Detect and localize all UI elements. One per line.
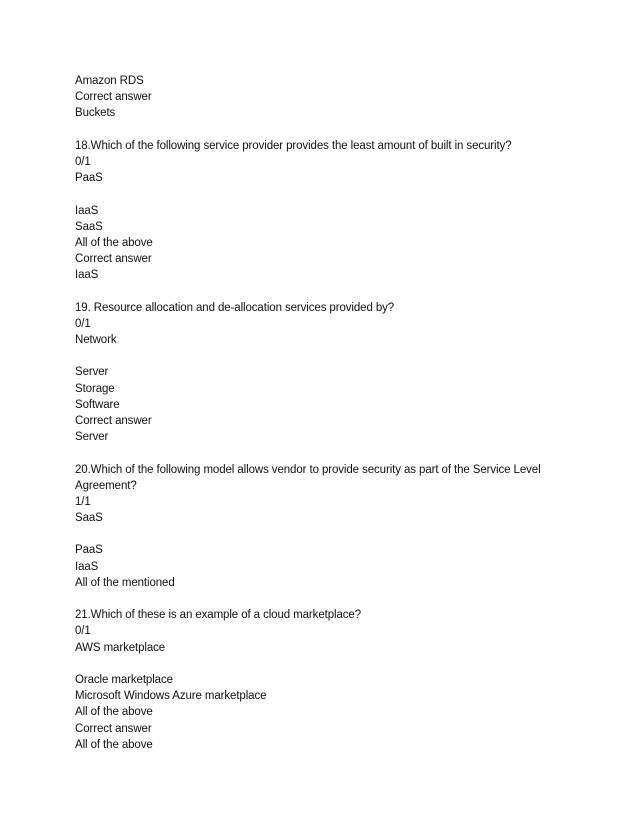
question-18: 18.Which of the following service provider provides the least amount of built in security?	[75, 139, 512, 152]
blank-line	[75, 348, 595, 364]
blank-line	[75, 526, 595, 542]
text-line: Buckets	[75, 107, 116, 120]
option: Software	[75, 398, 120, 411]
option: All of the mentioned	[75, 576, 175, 589]
correct-answer-label: Correct answer	[75, 414, 152, 427]
option: PaaS	[75, 172, 103, 185]
correct-answer-label: Correct answer	[75, 722, 152, 735]
correct-answer-label: Correct answer	[75, 253, 152, 266]
option: All of the above	[75, 236, 153, 249]
score: 1/1	[75, 495, 91, 508]
text-line: Correct answer	[75, 91, 152, 104]
option: Network	[75, 334, 117, 346]
option: Storage	[75, 382, 115, 395]
option: IaaS	[75, 560, 99, 573]
document-page	[75, 73, 595, 753]
option: Oracle marketplace	[75, 673, 173, 686]
question-20-continued: Agreement?	[75, 479, 137, 492]
score: 0/1	[75, 155, 91, 168]
option: SaaS	[75, 512, 103, 525]
blank-line	[75, 283, 595, 299]
blank-line	[75, 656, 595, 672]
correct-answer-value: All of the above	[75, 738, 153, 751]
option: PaaS	[75, 544, 103, 557]
score: 0/1	[75, 625, 91, 638]
blank-line	[75, 445, 595, 461]
text-line: Amazon RDS	[75, 75, 144, 87]
blank-line	[75, 186, 595, 202]
blank-line	[75, 122, 595, 138]
option: All of the above	[75, 706, 153, 719]
correct-answer-value: IaaS	[75, 269, 99, 282]
question-20: 20.Which of the following model allows vendor to provide security as part of the Service Level	[75, 463, 541, 476]
option: Server	[75, 366, 109, 379]
question-19: 19. Resource allocation and de-allocation services provided by?	[75, 301, 395, 314]
option: IaaS	[75, 204, 99, 217]
score: 0/1	[75, 317, 91, 330]
question-21: 21.Which of these is an example of a cloud marketplace?	[75, 609, 361, 622]
correct-answer-value: Server	[75, 431, 109, 444]
option: SaaS	[75, 220, 103, 233]
option: Microsoft Windows Azure marketplace	[75, 690, 267, 703]
blank-line	[75, 591, 595, 607]
option: AWS marketplace	[75, 641, 166, 654]
